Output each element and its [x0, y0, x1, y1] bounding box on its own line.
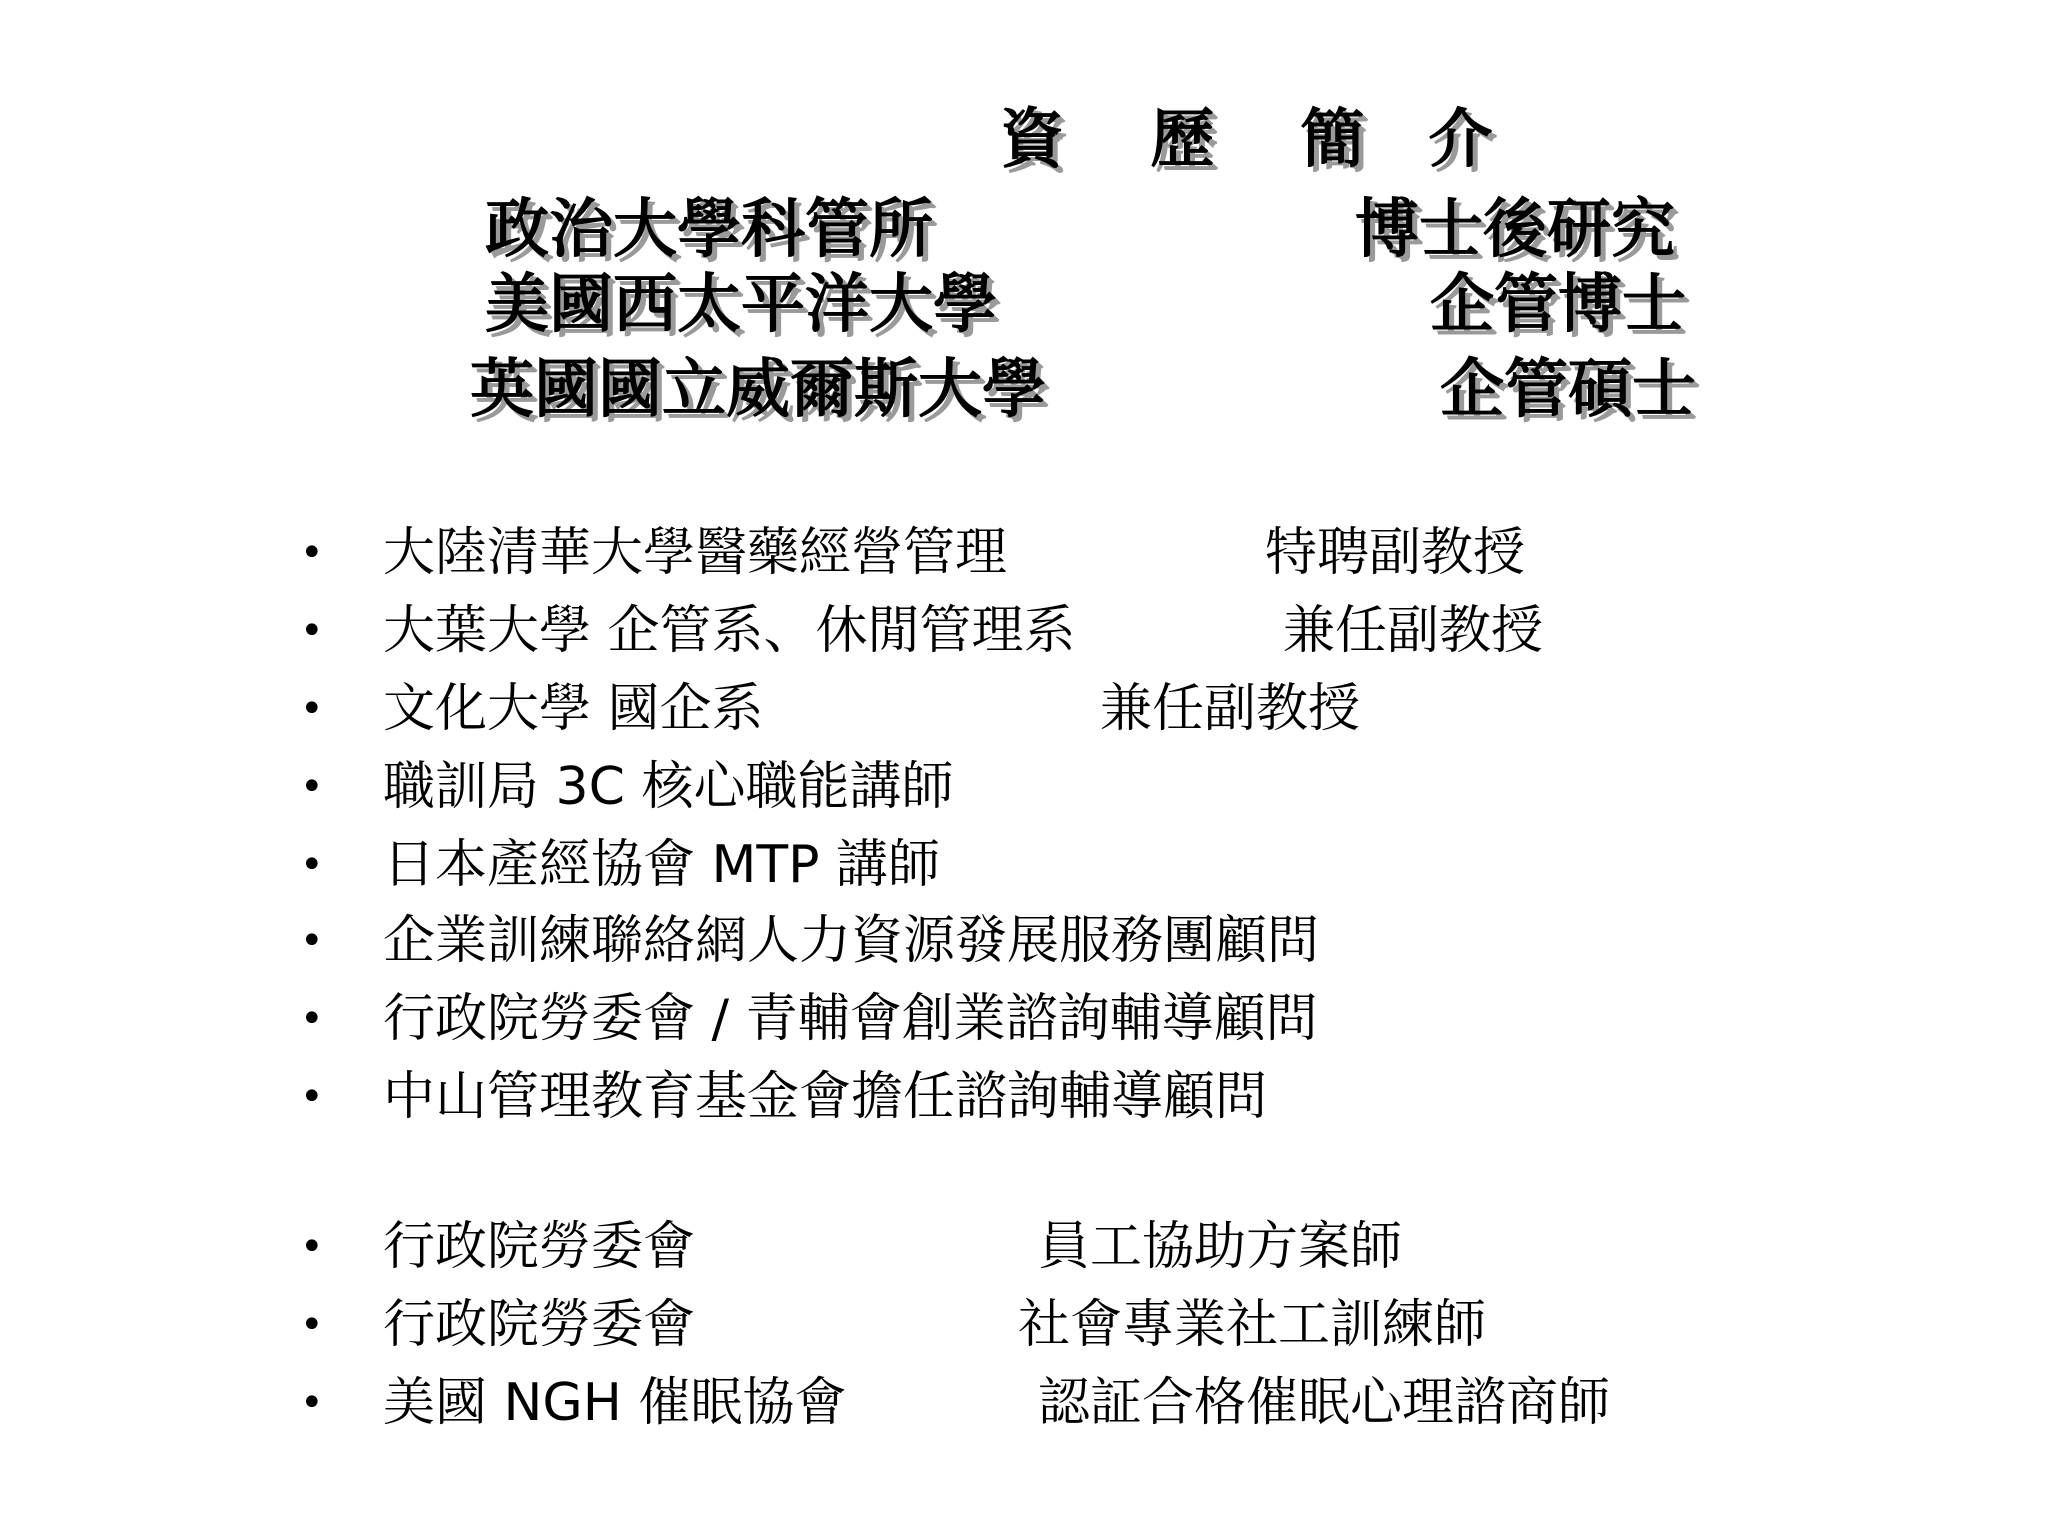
bullet-icon: • [300, 1074, 324, 1120]
list-item-role: 認証合格催眠心理諮商師 [1038, 1373, 1611, 1433]
list-item [0, 1212, 2048, 1282]
bullet-icon: • [300, 608, 324, 654]
list-item-role: 社會專業社工訓練師 [1018, 1295, 1487, 1355]
degree-title: 企管碩士 [1440, 353, 1696, 427]
list-item-role: 兼任副教授 [1283, 601, 1544, 661]
list-item [0, 984, 2048, 1054]
degree-title: 企管博士 [1430, 268, 1686, 342]
list-item-text: 大葉大學 企管系、休閒管理系 [383, 601, 1076, 661]
list-item [0, 830, 2048, 900]
list-item-text: 行政院勞委會 [383, 1217, 696, 1277]
list-item-text: 日本產經協會 MTP 講師 [383, 835, 941, 895]
list-item-text: 美國 NGH 催眠協會 [383, 1373, 847, 1433]
list-item [0, 674, 2048, 744]
bullet-icon: • [300, 1224, 324, 1270]
degree-institution: 美國西太平洋大學 [485, 268, 997, 342]
list-item-text: 中山管理教育基金會擔任諮詢輔導顧問 [383, 1067, 1268, 1127]
list-item-text: 企業訓練聯絡網人力資源發展服務團顧問 [383, 911, 1320, 971]
bullet-icon: • [300, 918, 324, 964]
list-item [0, 906, 2048, 976]
list-item-text: 行政院勞委會 / 青輔會創業諮詢輔導顧問 [383, 989, 1318, 1049]
list-item [0, 1368, 2048, 1438]
list-item-role: 特聘副教授 [1265, 523, 1526, 583]
list-item-text: 行政院勞委會 [383, 1295, 696, 1355]
list-item [0, 596, 2048, 666]
bullet-icon: • [300, 530, 324, 576]
bullet-icon: • [300, 1380, 324, 1426]
degree-institution: 政治大學科管所 [485, 193, 933, 267]
bullet-icon: • [300, 1302, 324, 1348]
list-item [0, 1062, 2048, 1132]
list-item [0, 752, 2048, 822]
list-item [0, 1290, 2048, 1360]
bullet-icon: • [300, 842, 324, 888]
list-item-text: 文化大學 國企系 [383, 679, 764, 739]
list-item-text: 大陸清華大學醫藥經營管理 [383, 523, 1008, 583]
list-item-role: 員工協助方案師 [1038, 1217, 1403, 1277]
bullet-icon: • [300, 996, 324, 1042]
bullet-icon: • [300, 686, 324, 732]
bullet-icon: • [300, 764, 324, 810]
list-item [0, 518, 2048, 588]
degree-title: 博士後研究 [1355, 193, 1675, 267]
list-item-role: 兼任副教授 [1100, 679, 1361, 739]
degree-institution: 英國國立威爾斯大學 [470, 353, 1046, 427]
list-item-text: 職訓局 3C 核心職能講師 [383, 757, 954, 817]
page-title: 資 歷 簡 介 [1000, 103, 1493, 177]
